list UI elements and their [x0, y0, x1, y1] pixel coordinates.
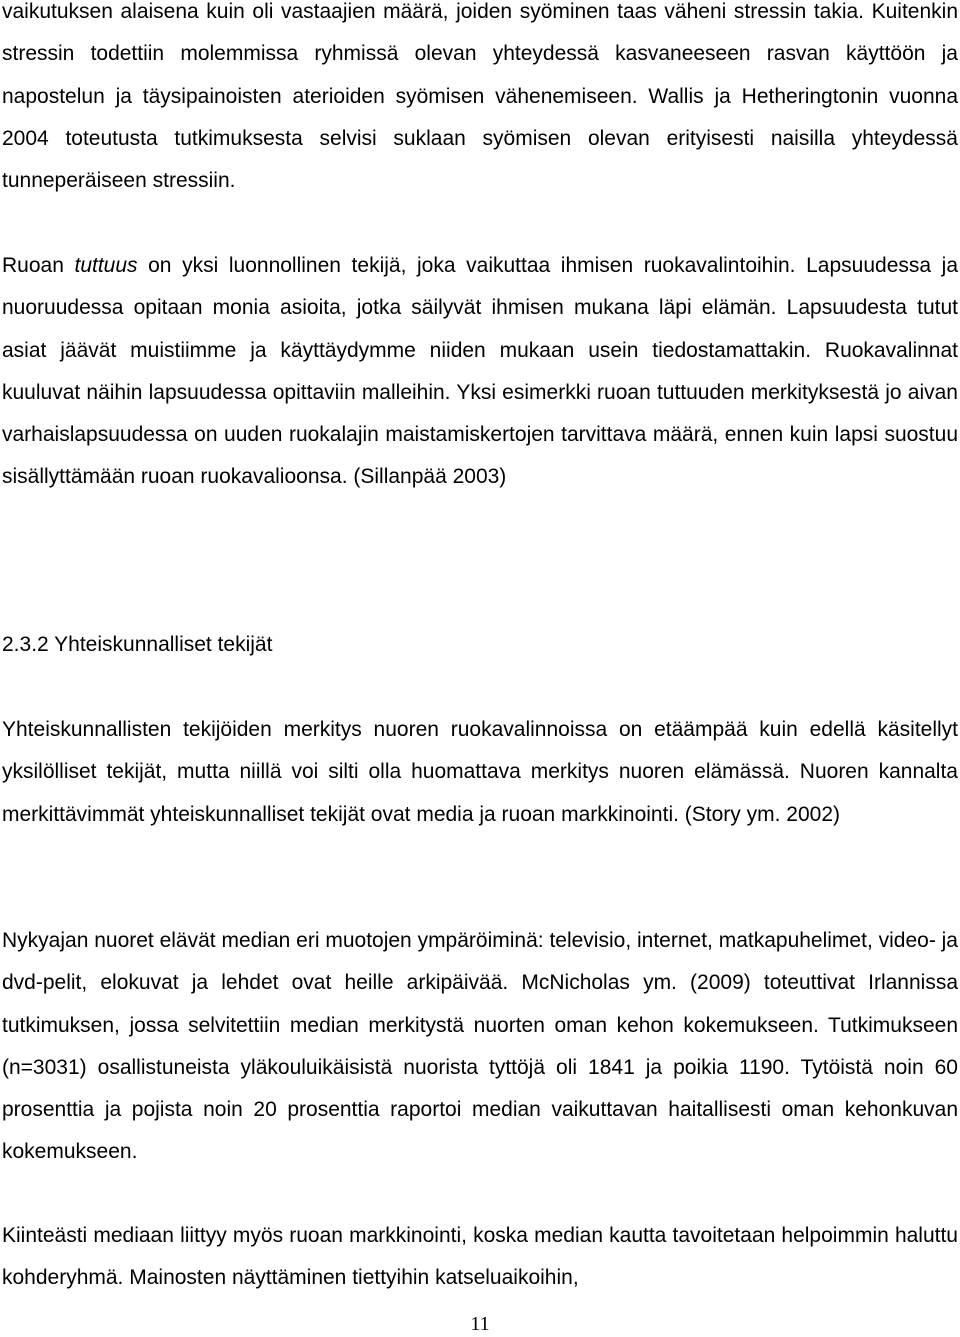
paragraph-stress: vaikutuksen alaisena kuin oli vastaajien määrä, joiden syöminen taas väheni stressin takia. Kuitenkin stressin todettiin molemmissa ryhmissä olevan yhteydessä kasvaneeseen rasvan käyttöön ja napostelun ja täysipainoisten aterioiden syömisen vähenemiseen. Wallis ja Hetheringtonin vuonna 2004 toteutusta tutkimuksesta selvisi suklaan syömisen olevan erityisesti naisilla yhteydessä tunneperäiseen stressiin. — [2, 0, 958, 193]
paragraph-familiarity-rest: on yksi luonnollinen tekijä, joka vaikuttaa ihmisen ruokavalintoihin. Lapsuudessa ja nuoruudessa opitaan monia asioita, jotka säilyvät ihmisen mukana läpi elämän. Lapsuudesta tutut asiat jäävät muistiimme ja käyttäydymme niiden mukaan usein tiedostamattakin. Ruokavalinnat kuuluvat näihin lapsuudessa opittaviin malleihin. Yksi esimerkki ruoan tuttuuden merkityksestä jo aivan varhaislapsuudessa on uuden ruokalajin maistamiskertojen tarvittava määrä, ennen kuin lapsi suostuu sisällyttämään ruoan ruokavalioonsa. (Sillanpää 2003) — [2, 254, 958, 489]
paragraph-societal-factors: Yhteiskunnallisten tekijöiden merkitys nuoren ruokavalinnoissa on etäämpää kuin edellä käsitellyt yksilölliset tekijät, mutta niillä voi silti olla huomattava merkitys nuoren elämässä. Nuoren kannalta merkittävimmät yhteiskunnalliset tekijät ovat media ja ruoan markkinointi. (Story ym. 2002) — [2, 718, 958, 826]
page-number: 11 — [470, 1313, 490, 1335]
emphasis-tuttuus: tuttuus — [74, 254, 138, 277]
paragraph-familiarity — [2, 245, 958, 499]
paragraph-media: Nykyajan nuoret elävät median eri muotojen ympäröiminä: televisio, internet, matkapuhelimet, video- ja dvd-pelit, elokuvat ja lehdet ovat heille arkipäivää. McNicholas ym. (2009) toteuttivat Irlannissa tutkimuksen, jossa selvitettiin median merkitystä nuorten oman kehon kokemukseen. Tutkimukseen (n=3031) osallistuneista yläkouluikäisistä nuorista tyttöjä oli 1841 ja poikia 1190. Tytöistä noin 60 prosenttia ja pojista noin 20 prosenttia raportoi median vaikuttavan haitallisesti oman kehonkuvan kokemukseen. — [2, 929, 958, 1164]
paragraph-familiarity-start: Ruoan — [2, 254, 75, 277]
paragraph-marketing: Kiinteästi mediaan liittyy myös ruoan markkinointi, koska median kautta tavoitetaan helpoimmin haluttu kohderyhmä. Mainosten näyttäminen tiettyihin katseluaikoihin, — [2, 1224, 958, 1290]
section-heading: 2.3.2 Yhteiskunnalliset tekijät — [2, 633, 273, 656]
